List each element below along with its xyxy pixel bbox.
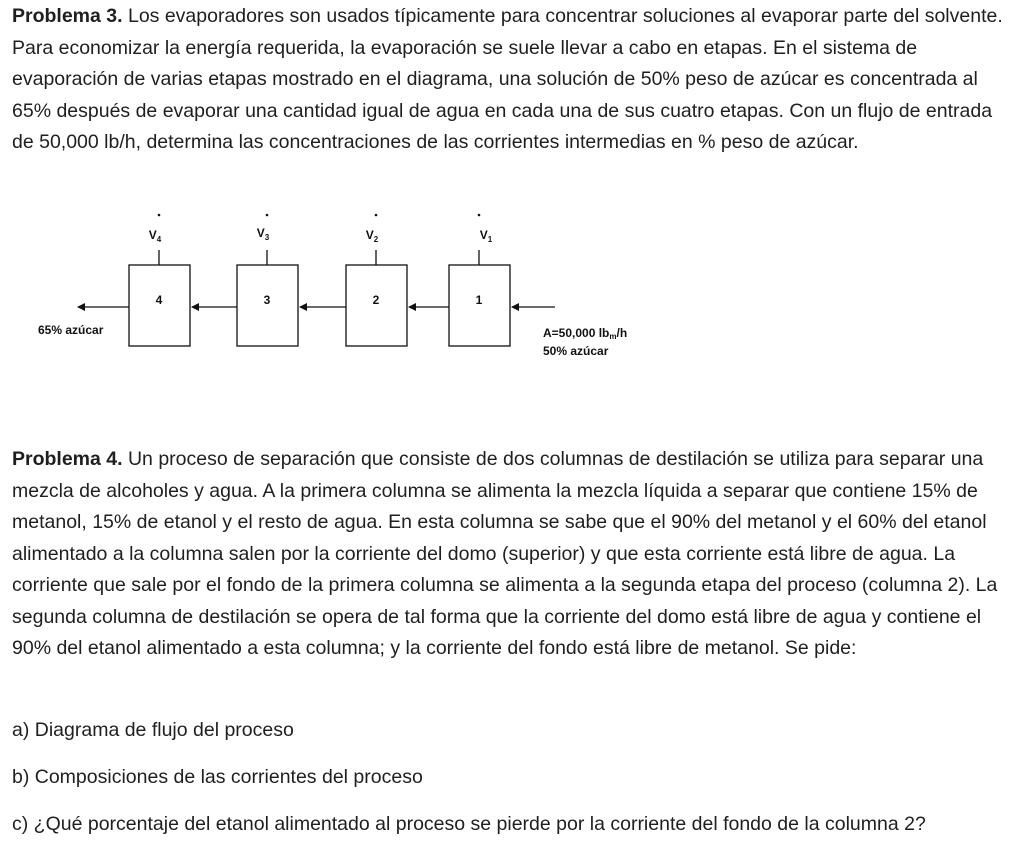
problem-3-title: Problema 3. [12, 5, 123, 27]
vapor-arrow-tip-3 [266, 214, 269, 217]
vapor-arrow-tip-4 [158, 214, 161, 217]
vapor-label-3: $V_3$ [256, 226, 270, 242]
stage-number-1: 1 [475, 293, 483, 307]
evaporator-diagram-svg [12, 206, 673, 380]
vapor-label-4: $V_4$ [148, 228, 162, 244]
problem-4-text: Un proceso de separación que consiste de dos columnas de destilación se utiliza para separar una mezcla de alcoholes y agua. A la primera columna se alimenta la mezcla líquida a separar que contiene 15% de metanol, 15% de etanol y el resto de agua. En esta columna se sabe que el 90% del metanol y el 60% del etanol alimentado a la columna salen por la corriente del domo (superior) y que esta corriente está libre de agua. La corriente que sale por el fondo de la primera columna se alimenta a la segunda etapa del proceso (columna 2). La segunda columna de destilación se opera de tal forma que la corriente del domo está libre de agua y contiene el 90% del etanol alimentado a esta columna; y la corriente del fondo está libre de metanol. Se pide: [12, 448, 998, 659]
vapor-label-1: $V_1$ [479, 228, 493, 244]
vapor-arrow-tip-1 [478, 214, 481, 217]
vapor-arrow-tip-2 [375, 214, 378, 217]
stage-number-3: 3 [263, 293, 271, 307]
problem-4-title: Problema 4. [12, 448, 123, 470]
outlet-label: 65% azúcar [38, 323, 104, 337]
question-item-c: c) ¿Qué porcentaje del etanol alimentado al proceso se pierde por la corriente del fondo de la columna 2? [12, 813, 926, 835]
problem-3-paragraph [12, 1, 1012, 159]
problem-4-paragraph [12, 444, 1012, 665]
vapor-label-2: $V_2$ [365, 228, 379, 244]
problem-3-text: Los evaporadores son usados típicamente para concentrar soluciones al evaporar parte del solvente. Para economizar la energía requerida, la evaporación se suele llevar a cabo en etapas. En el sistema de evaporación de varias etapas mostrado en el diagrama, una solución de 50% peso de azúcar es concentrada al 65% después de evaporar una cantidad igual de agua en cada una de sus cuatro etapas. Con un flujo de entrada de 50,000 lb/h, determina las concentraciones de las corrientes intermedias en % peso de azúcar. [12, 5, 1003, 153]
stage-number-2: 2 [372, 293, 380, 307]
question-item-b: b) Composiciones de las corrientes del proceso [12, 766, 423, 788]
stage-number-4: 4 [155, 293, 163, 307]
feed-flow-label: A=50,000 lbm/h [543, 326, 628, 341]
feed-concentration-label: 50% azúcar [543, 344, 609, 358]
evaporator-diagram [12, 206, 673, 380]
question-item-a: a) Diagrama de flujo del proceso [12, 719, 294, 741]
